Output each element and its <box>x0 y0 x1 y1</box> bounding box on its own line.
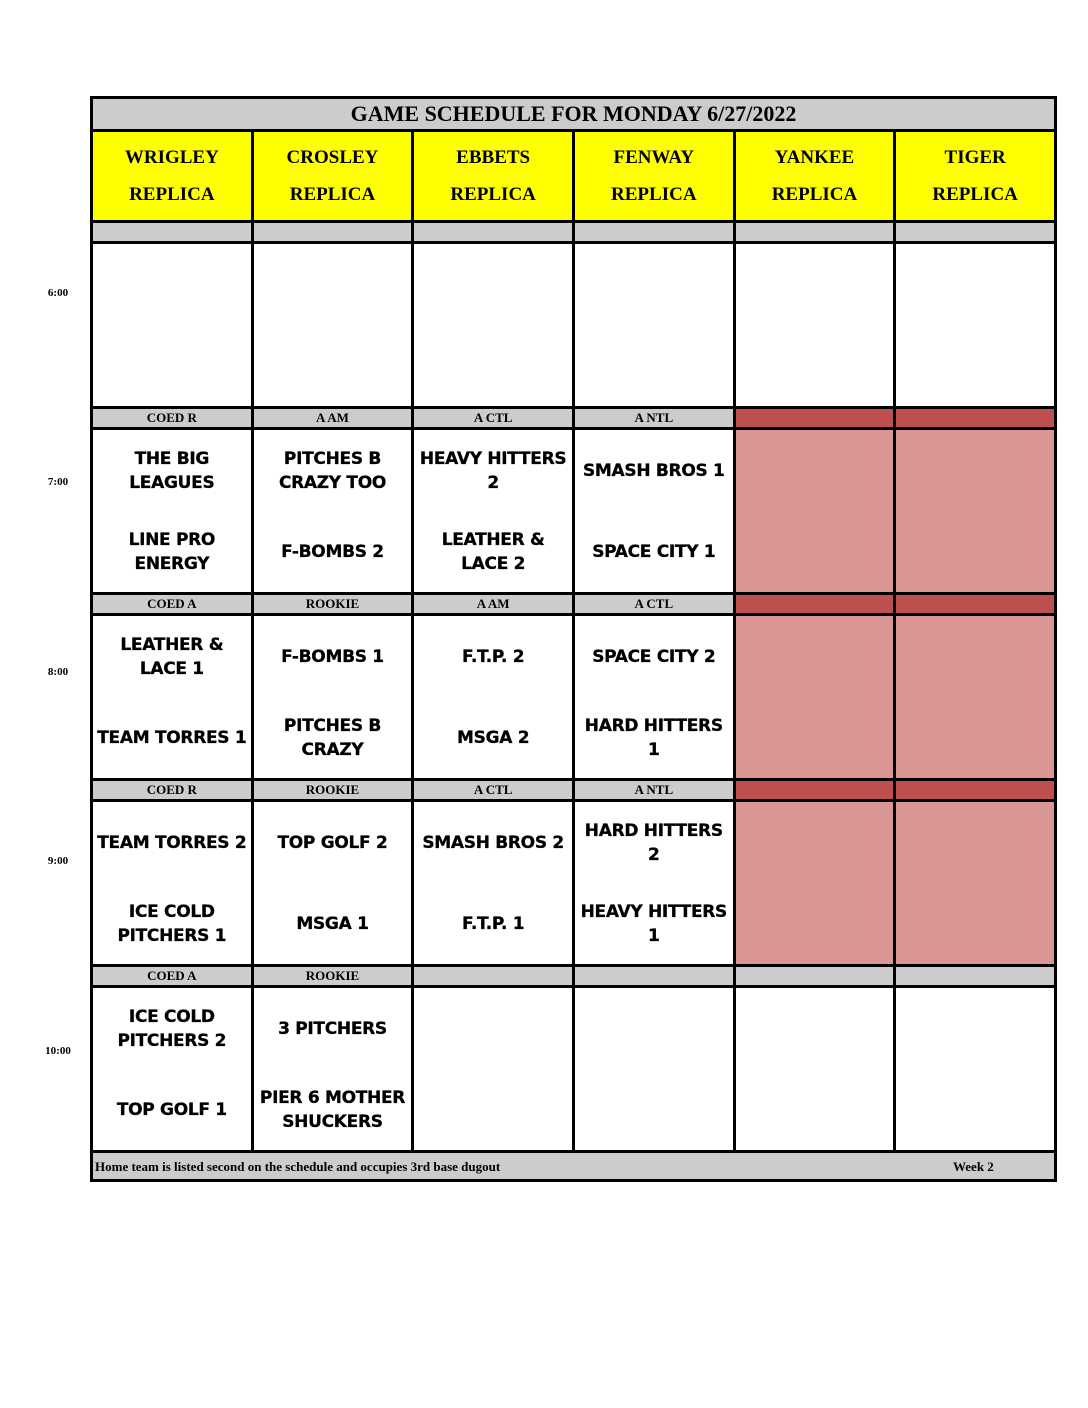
league-cell <box>895 222 1056 243</box>
game-row <box>92 243 1056 408</box>
away-team <box>896 430 1054 511</box>
home-team <box>896 697 1054 778</box>
time-label-8: 8:00 <box>47 666 69 678</box>
game-cell-closed <box>895 615 1056 780</box>
home-team <box>414 325 572 406</box>
field-header-wrigley <box>92 131 253 222</box>
game-cell <box>252 429 413 594</box>
away-team: SMASH BROS 1 <box>582 460 725 481</box>
home-team <box>736 325 894 406</box>
away-team: THE BIG LEAGUES <box>129 448 215 493</box>
game-cell <box>734 243 895 408</box>
game-row <box>92 429 1056 594</box>
field-header-tiger <box>895 131 1056 222</box>
field-name: TIGER <box>944 147 1006 168</box>
league-cell: COED A <box>92 966 253 987</box>
game-cell-closed <box>734 801 895 966</box>
league-cell: A CTL <box>573 594 734 615</box>
away-team <box>736 802 894 883</box>
home-team <box>896 511 1054 592</box>
game-cell <box>413 987 574 1152</box>
league-cell <box>734 966 895 987</box>
league-cell <box>252 222 413 243</box>
league-cell <box>413 966 574 987</box>
away-team: ICE COLD PITCHERS 2 <box>117 1006 227 1051</box>
away-team <box>896 244 1054 325</box>
league-row <box>92 780 1056 801</box>
home-team: MSGA 1 <box>296 913 369 934</box>
home-team: HEAVY HITTERS 1 <box>580 901 727 946</box>
game-cell <box>252 801 413 966</box>
away-team: TEAM TORRES 2 <box>97 832 247 853</box>
home-team <box>575 1069 733 1150</box>
league-row <box>92 222 1056 243</box>
league-cell-closed <box>734 408 895 429</box>
field-sub: REPLICA <box>611 184 697 205</box>
game-cell <box>92 801 253 966</box>
footer-week: Week 2 <box>953 1159 994 1174</box>
game-cell <box>92 987 253 1152</box>
home-team <box>896 325 1054 406</box>
field-name: YANKEE <box>774 147 855 168</box>
game-cell <box>573 243 734 408</box>
away-team: SMASH BROS 2 <box>422 832 564 853</box>
field-header-yankee <box>734 131 895 222</box>
game-cell-closed <box>895 801 1056 966</box>
home-team <box>93 325 251 406</box>
away-team <box>254 244 412 325</box>
away-team: 3 PITCHERS <box>278 1018 387 1039</box>
away-team <box>896 802 1054 883</box>
game-cell <box>252 987 413 1152</box>
away-team <box>575 244 733 325</box>
field-name: FENWAY <box>613 147 695 168</box>
league-cell: A CTL <box>413 780 574 801</box>
home-team <box>896 883 1054 964</box>
league-cell: COED R <box>92 780 253 801</box>
away-team <box>414 244 572 325</box>
away-team <box>896 988 1054 1069</box>
field-sub: REPLICA <box>450 184 536 205</box>
game-cell <box>252 615 413 780</box>
home-team: F.T.P. 1 <box>462 913 525 934</box>
field-name: CROSLEY <box>286 147 379 168</box>
footer-note: Home team is listed second on the schedule and occupies 3rd base dugout <box>95 1159 501 1174</box>
home-team: MSGA 2 <box>457 727 530 748</box>
game-cell-closed <box>895 429 1056 594</box>
home-team <box>736 1069 894 1150</box>
field-name: EBBETS <box>456 147 531 168</box>
game-cell <box>895 243 1056 408</box>
away-team: HARD HITTERS 2 <box>584 820 723 865</box>
game-cell <box>413 801 574 966</box>
league-cell: A AM <box>252 408 413 429</box>
away-team: LEATHER & LACE 1 <box>120 634 224 679</box>
home-team <box>736 697 894 778</box>
game-cell-closed <box>734 429 895 594</box>
game-cell <box>413 243 574 408</box>
game-cell <box>573 987 734 1152</box>
league-cell: ROOKIE <box>252 594 413 615</box>
home-team <box>575 325 733 406</box>
league-cell-closed <box>734 780 895 801</box>
away-team <box>896 616 1054 697</box>
league-row <box>92 408 1056 429</box>
away-team: F-BOMBS 1 <box>281 646 384 667</box>
game-cell-closed <box>734 615 895 780</box>
league-cell <box>573 966 734 987</box>
field-sub: REPLICA <box>771 184 858 205</box>
field-sub: REPLICA <box>932 184 1018 205</box>
league-cell: A AM <box>413 594 574 615</box>
away-team <box>736 244 894 325</box>
game-row <box>92 801 1056 966</box>
away-team <box>736 988 894 1069</box>
league-cell: A NTL <box>573 408 734 429</box>
league-cell-closed <box>895 594 1056 615</box>
field-header-row <box>92 131 1056 222</box>
league-cell: COED A <box>92 594 253 615</box>
league-cell: A CTL <box>413 408 574 429</box>
home-team: HARD HITTERS 1 <box>584 715 723 760</box>
home-team: PIER 6 MOTHER SHUCKERS <box>259 1087 406 1132</box>
time-label-9: 9:00 <box>47 855 69 867</box>
game-cell <box>895 987 1056 1152</box>
league-cell: COED R <box>92 408 253 429</box>
schedule-footer <box>92 1152 1056 1181</box>
game-cell <box>573 429 734 594</box>
field-name: WRIGLEY <box>124 147 219 168</box>
game-cell <box>92 243 253 408</box>
league-cell-closed <box>734 594 895 615</box>
game-row <box>92 987 1056 1152</box>
league-cell-closed <box>895 780 1056 801</box>
game-cell <box>734 987 895 1152</box>
league-cell <box>573 222 734 243</box>
home-team <box>736 511 894 592</box>
away-team <box>575 988 733 1069</box>
field-header-crosley <box>252 131 413 222</box>
game-cell <box>92 615 253 780</box>
home-team: SPACE CITY 1 <box>592 541 716 562</box>
league-cell <box>895 966 1056 987</box>
home-team <box>736 883 894 964</box>
away-team <box>93 244 251 325</box>
home-team: F-BOMBS 2 <box>281 541 384 562</box>
away-team: HEAVY HITTERS 2 <box>419 448 567 493</box>
league-row <box>92 594 1056 615</box>
game-row <box>92 615 1056 780</box>
away-team <box>736 616 894 697</box>
away-team <box>736 430 894 511</box>
game-cell <box>413 429 574 594</box>
away-team: PITCHES B CRAZY TOO <box>278 448 387 493</box>
game-cell <box>252 243 413 408</box>
time-label-6: 6:00 <box>47 287 69 299</box>
field-sub: REPLICA <box>289 184 376 205</box>
field-sub: REPLICA <box>129 184 215 205</box>
schedule-sheet <box>90 96 1057 1210</box>
league-cell: A NTL <box>573 780 734 801</box>
time-label-10: 10:00 <box>45 1045 71 1057</box>
game-cell <box>573 801 734 966</box>
schedule-title: GAME SCHEDULE FOR MONDAY 6/27/2022 <box>92 98 1056 131</box>
league-cell: ROOKIE <box>252 966 413 987</box>
away-team <box>414 988 572 1069</box>
game-cell <box>413 615 574 780</box>
league-cell-closed <box>895 408 1056 429</box>
away-team: TOP GOLF 2 <box>277 832 388 853</box>
home-team: PITCHES B CRAZY <box>283 715 382 760</box>
game-cell <box>92 429 253 594</box>
field-header-ebbets <box>413 131 574 222</box>
home-team: ICE COLD PITCHERS 1 <box>117 901 227 946</box>
time-label-7: 7:00 <box>47 476 69 488</box>
field-header-fenway <box>573 131 734 222</box>
home-team: LINE PRO ENERGY <box>128 529 216 574</box>
schedule-table <box>90 96 1057 1182</box>
home-team: LEATHER & LACE 2 <box>441 529 545 574</box>
away-team: SPACE CITY 2 <box>592 646 716 667</box>
league-cell <box>734 222 895 243</box>
home-team: TOP GOLF 1 <box>116 1099 227 1120</box>
league-cell <box>413 222 574 243</box>
home-team: TEAM TORRES 1 <box>97 727 247 748</box>
league-cell: ROOKIE <box>252 780 413 801</box>
away-team: F.T.P. 2 <box>462 646 525 667</box>
league-row <box>92 966 1056 987</box>
home-team <box>896 1069 1054 1150</box>
game-cell <box>573 615 734 780</box>
home-team <box>254 325 412 406</box>
home-team <box>414 1069 572 1150</box>
league-cell <box>92 222 253 243</box>
